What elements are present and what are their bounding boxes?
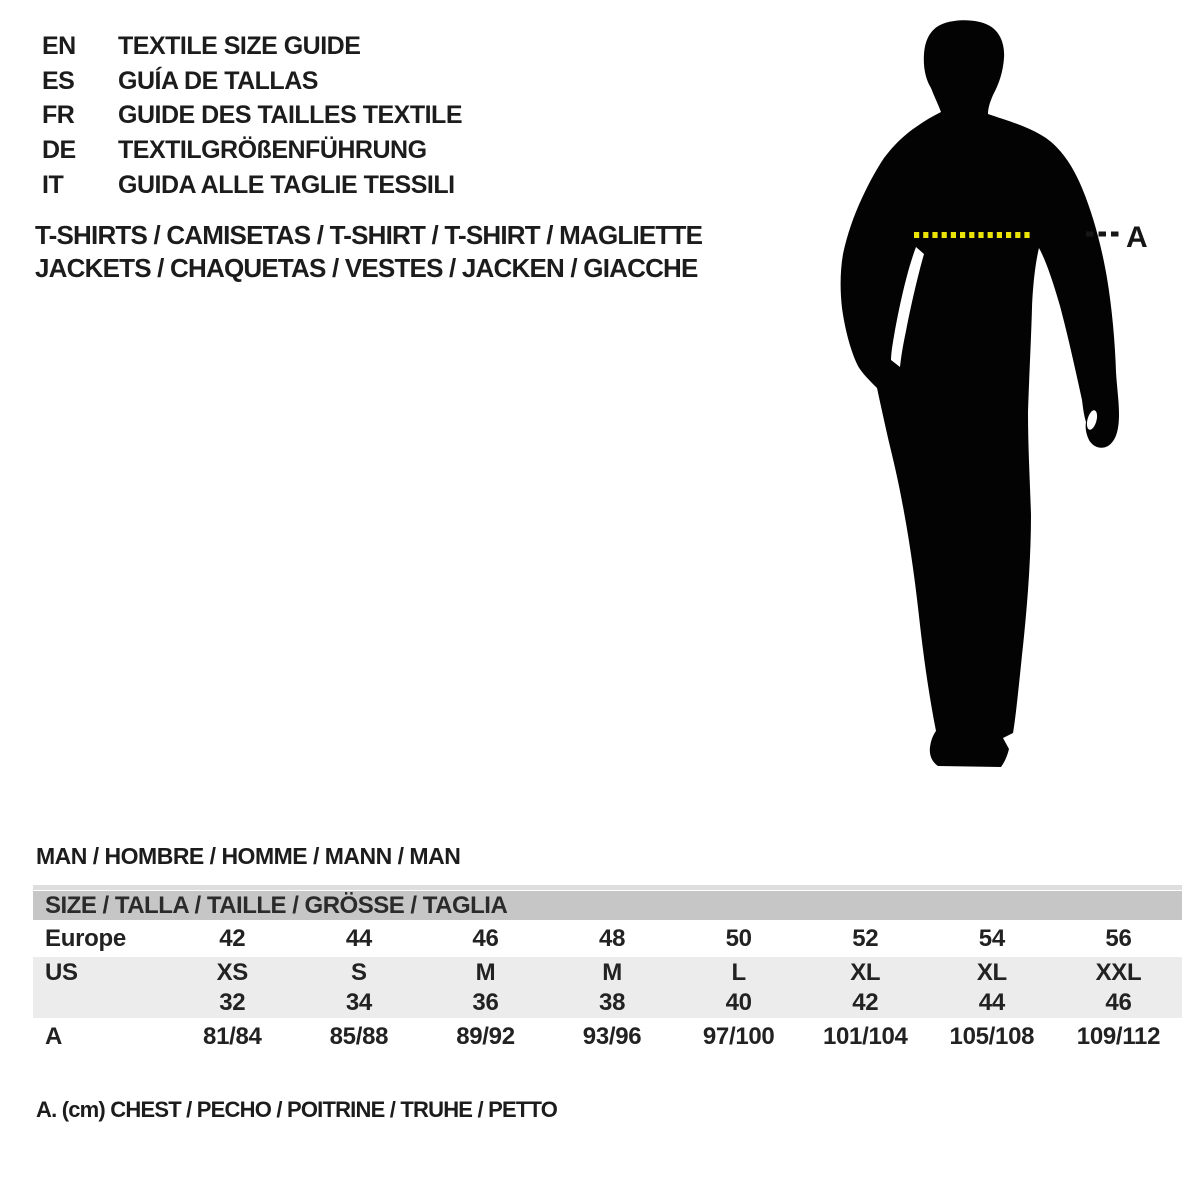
language-guide-label: GUIDA ALLE TAGLIE TESSILI xyxy=(118,171,455,200)
size-cell: XL xyxy=(976,958,1007,986)
size-cell: 93/96 xyxy=(582,1022,642,1050)
size-cell: 97/100 xyxy=(702,1022,775,1050)
row-label: A xyxy=(45,1022,63,1050)
category-line-tshirts: T-SHIRTS / CAMISETAS / T-SHIRT / T-SHIRT / MAGLIETTE xyxy=(35,220,703,250)
size-cell: 101/104 xyxy=(822,1022,908,1050)
size-cell: 50 xyxy=(725,924,752,952)
size-cell: 85/88 xyxy=(329,1022,389,1050)
measure-label-a: A xyxy=(1126,221,1148,254)
row-label: US xyxy=(45,958,78,986)
size-cell: 32 xyxy=(219,989,246,1016)
language-code: DE xyxy=(42,136,76,165)
row-label: Europe xyxy=(45,924,126,952)
size-cell: 42 xyxy=(852,989,879,1016)
size-cell: 54 xyxy=(978,924,1005,952)
language-code: ES xyxy=(42,66,75,95)
category-line-jackets: JACKETS / CHAQUETAS / VESTES / JACKEN / GIACCHE xyxy=(35,253,698,283)
language-guide-label: GUÍA DE TALLAS xyxy=(118,66,318,95)
section-heading-man: MAN / HOMBRE / HOMME / MANN / MAN xyxy=(36,843,461,869)
size-table-header: SIZE / TALLA / TAILLE / GRÖSSE / TAGLIA xyxy=(33,891,1182,920)
size-cell: M xyxy=(475,958,496,986)
language-guide-label: GUIDE DES TAILLES TEXTILE xyxy=(118,101,463,130)
size-cell: 42 xyxy=(219,924,246,952)
size-cell: 109/112 xyxy=(1076,1022,1161,1050)
language-code: EN xyxy=(42,31,76,60)
language-code: FR xyxy=(42,101,75,130)
language-row xyxy=(42,168,462,203)
size-cell: 46 xyxy=(1105,989,1132,1016)
size-cell: 89/92 xyxy=(456,1022,515,1050)
language-row xyxy=(42,99,462,134)
size-cell: S xyxy=(351,958,367,986)
size-cell: 34 xyxy=(345,989,372,1016)
table-row-us xyxy=(33,957,1182,988)
footnote-chest: A. (cm) CHEST / PECHO / POITRINE / TRUHE / PETTO xyxy=(36,1097,558,1122)
language-row xyxy=(42,133,462,168)
language-row xyxy=(42,64,462,99)
man-silhouette xyxy=(820,0,1150,790)
language-guide-list xyxy=(42,29,462,203)
language-guide-label: TEXTILGRÖßENFÜHRUNG xyxy=(118,136,427,165)
silhouette-body xyxy=(841,20,1119,767)
size-cell: L xyxy=(731,958,746,986)
language-code: IT xyxy=(42,171,64,200)
language-guide-label: TEXTILE SIZE GUIDE xyxy=(118,31,361,60)
size-table xyxy=(33,885,1182,1055)
size-cell: M xyxy=(602,958,622,986)
size-cell: 38 xyxy=(599,989,626,1016)
man-silhouette-figure xyxy=(820,0,1150,790)
size-cell: XXL xyxy=(1095,958,1142,986)
size-cell: 56 xyxy=(1105,924,1132,952)
size-cell: XL xyxy=(850,958,881,986)
table-row-europe xyxy=(33,920,1182,957)
size-cell: 52 xyxy=(852,924,879,952)
size-cell: 40 xyxy=(725,989,752,1016)
size-cell: 48 xyxy=(599,924,626,952)
category-lines xyxy=(35,219,702,285)
size-cell: 81/84 xyxy=(203,1022,262,1050)
size-cell: XS xyxy=(216,958,248,986)
table-top-line xyxy=(33,885,1182,890)
size-cell: 44 xyxy=(978,989,1005,1016)
size-cell: 44 xyxy=(345,924,372,952)
size-cell: 46 xyxy=(472,924,499,952)
size-cell: 105/108 xyxy=(949,1022,1035,1050)
table-row-chest-cm xyxy=(33,1018,1182,1055)
language-row xyxy=(42,29,462,64)
table-row-numeric xyxy=(33,988,1182,1018)
size-cell: 36 xyxy=(472,989,499,1016)
